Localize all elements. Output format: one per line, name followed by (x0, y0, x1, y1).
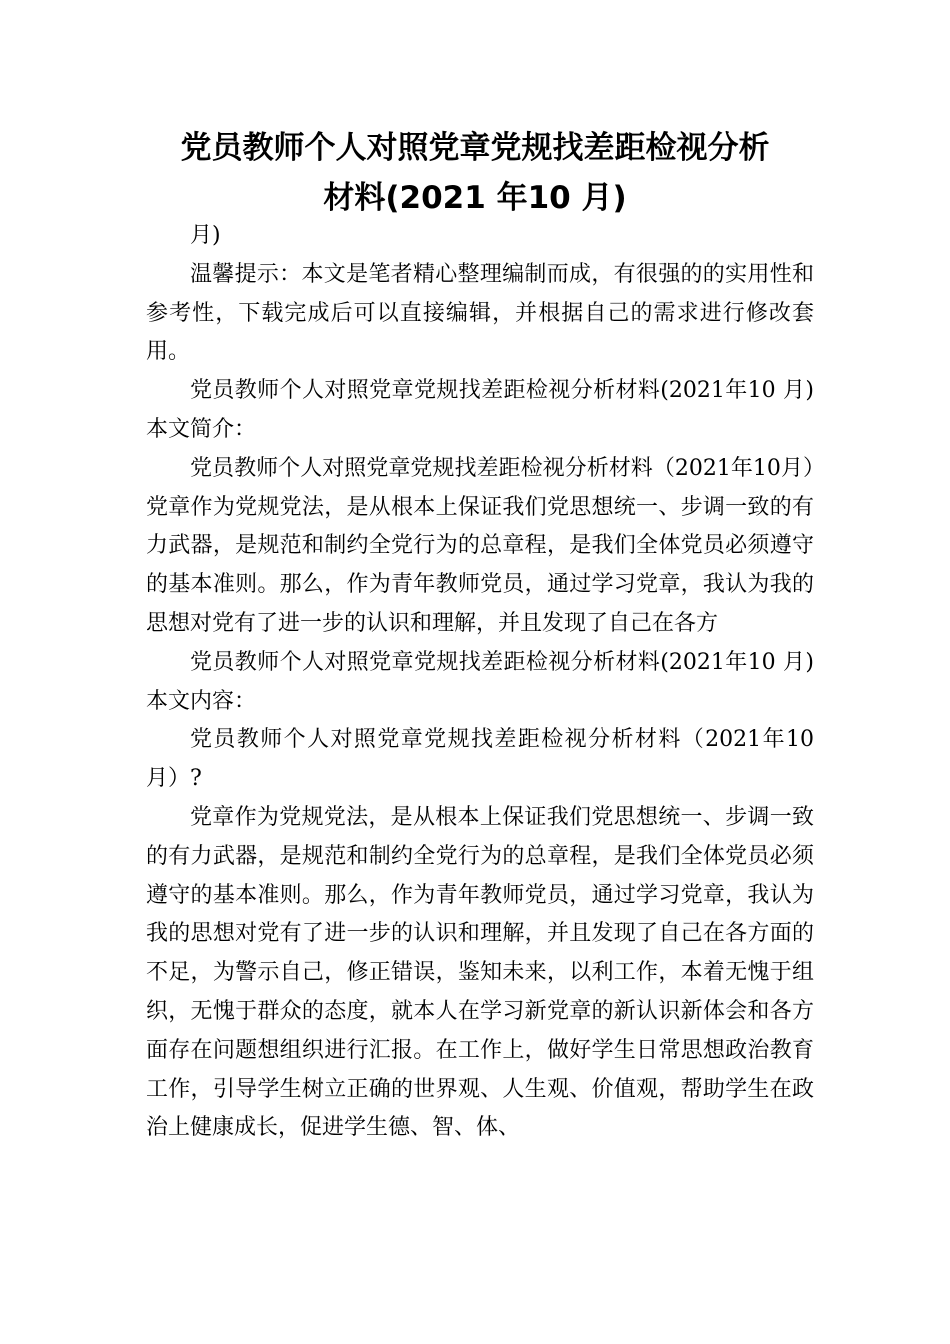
paragraph-title-continuation: 月) (190, 223, 221, 248)
paragraph-tip: 温馨提示：本文是笔者精心整理编制而成，有很强的的实用性和参考性，下载完成后可以直接编辑，并根据自己的需求进行修改套用。 (146, 261, 814, 365)
document-body (146, 217, 814, 1148)
document-title-line1: 党员教师个人对照党章党规找差距检视分析 (180, 130, 770, 166)
paragraph-content-heading: 党员教师个人对照党章党规找差距检视分析材料(2021年10 月) 本文内容： (146, 649, 814, 714)
document-title-line2: 材料(2021 年10 月) (323, 180, 627, 216)
paragraph-summary-heading: 党员教师个人对照党章党规找差距检视分析材料(2021年10 月) 本文简介： (146, 378, 814, 442)
paragraph-content-title: 党员教师个人对照党章党规找差距检视分析材料（2021年10月）? (146, 727, 814, 792)
paragraph-content-body: 党章作为党规党法，是从根本上保证我们党思想统一、步调一致的有力武器，是规范和制约全党行为的总章程，是我们全体党员必须遵守的基本准则。那么，作为青年教师党员，通过学习党章，我认为我的思想对党有了进一步的认识和理解，并且发现了自己在各方面的不足，为警示自己，修正错误，鉴知未来，以利工作，本着无愧于组织，无愧于群众的态度，就本人在学习新党章的新认识新体会和各方面存在问题想组织进行汇报。在工作上，做好学生日常思想政治教育工作，引导学生树立正确的世界观、人生观、价值观，帮助学生在政治上健康成长，促进学生德、智、体、 (146, 804, 814, 1141)
paragraph-summary: 党员教师个人对照党章党规找差距检视分析材料（2021年10月）党章作为党规党法，是从根本上保证我们党思想统一、步调一致的有力武器，是规范和制约全党行为的总章程，是我们全体党员必须遵守的基本准则。那么，作为青年教师党员，通过学习党章，我认为我的思想对党有了进一步的认识和理解，并且发现了自己在各方 (146, 455, 814, 636)
